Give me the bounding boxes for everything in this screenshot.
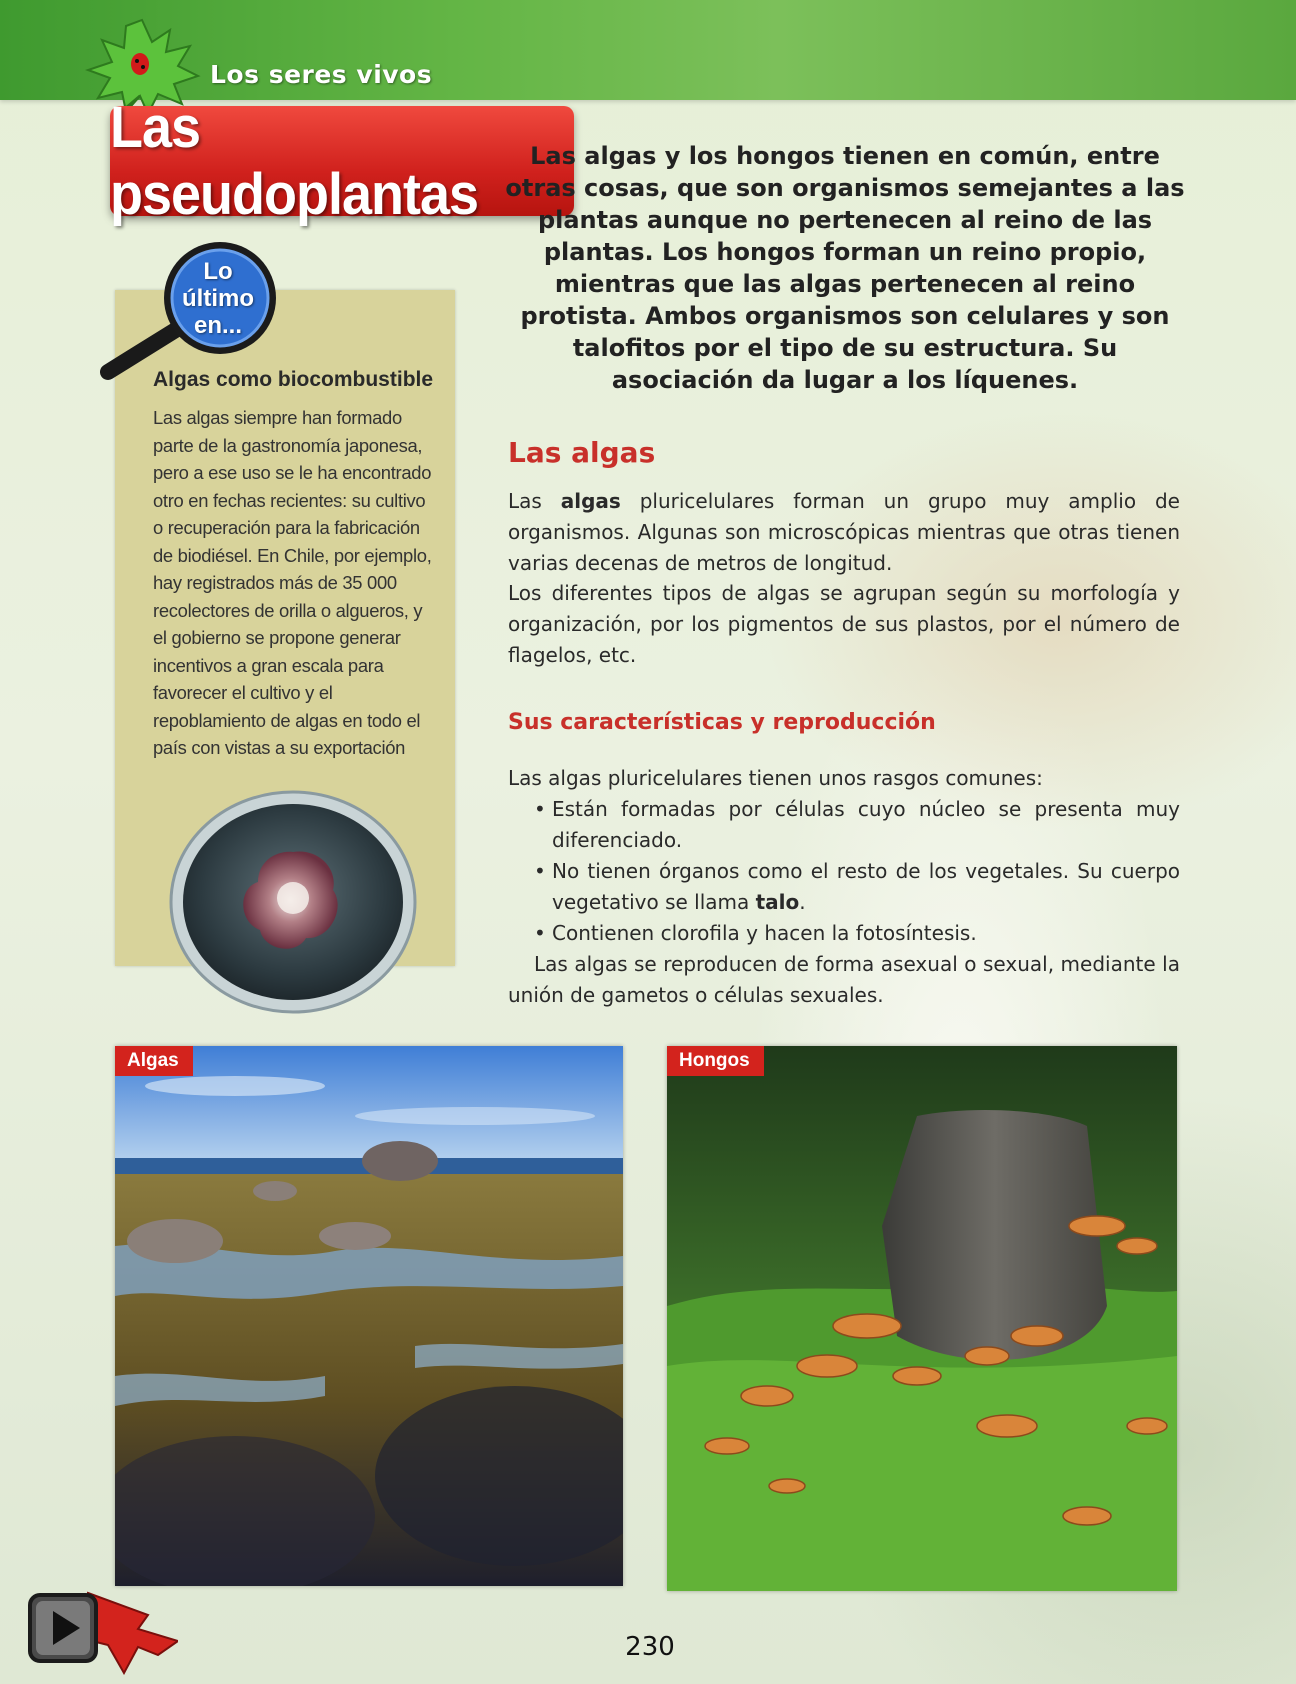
text-run: . <box>799 890 806 914</box>
keyword: algas <box>560 489 621 513</box>
caracteristicas-intro: Las algas pluricelulares tienen unos rasgos comunes: <box>508 766 1043 790</box>
list-item: • Contienen clorofila y hacen la fotosíntesis. <box>530 918 1180 949</box>
text-run: No tienen órganos como el resto de los vegetales. Su cuerpo vegetativo se llama <box>552 859 1180 914</box>
heading-las-algas: Las algas <box>508 436 656 469</box>
text-run: Las <box>508 489 561 513</box>
characteristics-list <box>530 794 1180 949</box>
play-button[interactable] <box>28 1585 178 1675</box>
page-title: Las pseudoplantas <box>110 95 479 227</box>
text-run: pluricelulares forman un grupo muy amplio de organismos. Algunas son microscópicas mientras que otras tienen varias decenas de metros de longitud. <box>508 489 1180 575</box>
badge-line: Lo <box>203 258 233 285</box>
forest-mushrooms-image <box>667 1046 1177 1591</box>
badge-line: último <box>182 285 254 312</box>
sidebar-title: Algas como biocombustible <box>153 368 434 391</box>
keyword: talo <box>755 890 800 914</box>
section-name: Los seres vivos <box>210 60 433 89</box>
seashore-image <box>115 1046 623 1586</box>
lo-ultimo-badge <box>172 258 264 339</box>
algas-photo <box>115 1046 623 1586</box>
hongos-photo-label: Hongos <box>667 1046 764 1076</box>
algas-paragraph-2: Los diferentes tipos de algas se agrupan según su morfología y organización, por los pigmentos de sus plastos, por el número de flagelos, etc. <box>508 581 1180 667</box>
hongos-photo <box>667 1046 1177 1591</box>
ladybug-icon <box>131 53 149 75</box>
sidebar-text: Las algas siempre han formado parte de la gastronomía japonesa, pero a ese uso se le ha encontrado otro en fechas recientes: su cultivo o recuperación para la fabricación de biodiésel. En Chile, por ejemplo, hay registrados más de 35 000 recolectores de orilla o algueros, y el gobierno se propone generar incentivos a gran escala para favorecer el cultivo y el repoblamiento de algas en todo el país con vistas a su exportación <box>153 407 432 758</box>
petri-dish-image <box>168 790 418 1020</box>
algas-photo-label: Algas <box>115 1046 193 1076</box>
intro-paragraph: Las algas y los hongos tienen en común, entre otras cosas, que son organismos semejantes a las plantas aunque no pertenecen al reino de las plantas. Los hongos forman un reino propio, mientras que las algas pertenecen al reino protista. Ambos organismos son celulares y son talofitos por el tipo de su estructura. Su asociación da lugar a los líquenes. <box>505 142 1185 394</box>
badge-line: en... <box>193 312 242 339</box>
list-item: • Están formadas por células cuyo núcleo se presenta muy diferenciado. <box>530 794 1180 856</box>
list-item <box>530 856 1180 918</box>
heading-caracteristicas: Sus características y reproducción <box>508 710 936 735</box>
page-number: 230 <box>625 1632 675 1662</box>
reproduction-paragraph: Las algas se reproducen de forma asexual o sexual, mediante la unión de gametos o células sexuales. <box>508 952 1180 1007</box>
algas-paragraph-1 <box>508 486 1180 579</box>
